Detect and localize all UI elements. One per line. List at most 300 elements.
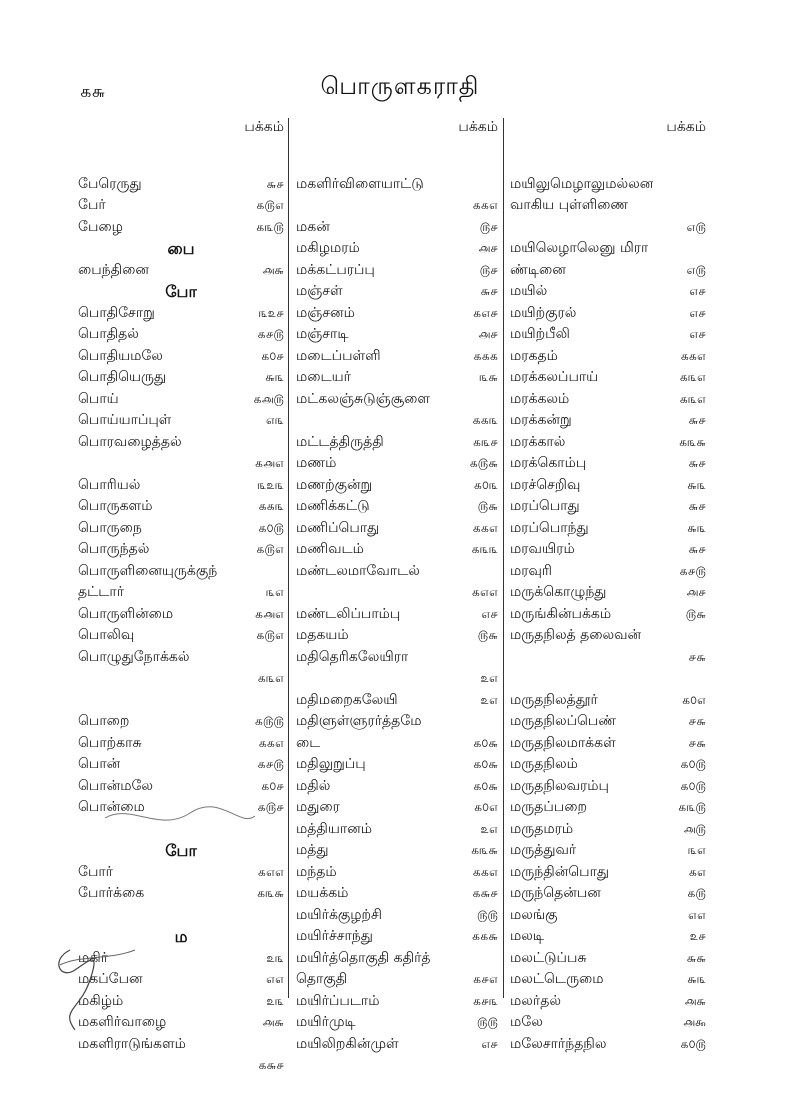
page-ref: ௩௨௩: [257, 477, 284, 492]
index-entry: [78, 604, 284, 626]
page-ref: ௪௬: [688, 735, 706, 750]
page-ref: ௩௬: [479, 370, 498, 384]
page-ref: ௧௩௭: [257, 671, 284, 685]
index-entry: [296, 217, 498, 239]
entry-word: மயிலிறகின்முள்: [296, 1035, 399, 1052]
index-entry: [296, 324, 498, 346]
page-ref: ௧௩௭: [679, 370, 706, 384]
entry-word: பொருகளம்: [78, 498, 153, 514]
page-ref: ௧௪௫: [679, 563, 706, 578]
index-entry: [78, 260, 284, 282]
entry-word: தொகுதி: [296, 971, 348, 987]
page-ref: ௫௬: [477, 499, 498, 513]
index-entry: [296, 905, 498, 927]
entry-word: பொருளினையுருக்குந்: [78, 562, 218, 579]
index-entry: [510, 195, 706, 217]
index-entry: [78, 647, 284, 669]
entry-word: மண்டலமாவோடல்: [296, 562, 420, 579]
index-entry: [510, 625, 706, 647]
entry-word: மருந்தென்பன: [510, 885, 601, 901]
page-ref: ௭௪: [689, 284, 706, 298]
entry-word: மடைப்பள்ளி: [296, 347, 381, 364]
index-entry: [296, 969, 498, 991]
entry-word: மகளிர்வாழை: [78, 1014, 167, 1030]
index-entry: [296, 260, 498, 282]
index-entry: [78, 561, 284, 583]
section-heading: ம: [174, 927, 188, 946]
entry-word: மகிழ்ம்: [78, 992, 124, 1009]
entry-word: மரச்செறிவு: [510, 476, 581, 493]
index-entry: [78, 776, 284, 798]
page-ref: ௧௬௪: [258, 1058, 284, 1072]
index-entry: [510, 776, 706, 798]
entry-word: மயில்: [510, 283, 548, 299]
entry-word: மத்தியானம்: [296, 820, 373, 837]
page-ref: ௧௩௭: [679, 391, 706, 406]
entry-word: மதிலுறுப்பு: [296, 756, 366, 772]
index-entry: [510, 281, 706, 303]
entry-word: மகிர்: [78, 949, 109, 966]
spacer: [296, 152, 498, 174]
page-ref: ௬௩: [265, 370, 284, 384]
page-ref: ௭௪: [481, 1036, 498, 1051]
entry-word: மரவுரி: [510, 562, 552, 579]
page-ref: ௨௭: [480, 671, 498, 685]
page-ref: ௨௭: [480, 692, 498, 707]
page-ref: ௬௩: [687, 972, 706, 986]
entry-word: மகளிர்விளையாட்டு: [296, 175, 424, 192]
entry-word: மயிற்குரல்: [510, 304, 577, 321]
entry-word: மந்தம்: [296, 863, 337, 880]
index-entry: [510, 582, 706, 604]
index-entry: [296, 1012, 498, 1034]
page-ref: ௧௦௪: [261, 348, 284, 363]
entry-word: மகன்: [296, 218, 330, 235]
index-entry: [296, 754, 498, 776]
page-ref: ௮௪: [478, 241, 498, 255]
entry-word: மதிதெரிகலேயிரா: [296, 648, 409, 665]
entry-word: பொருளின்மை: [78, 605, 174, 622]
index-entry: [296, 389, 498, 411]
entry-word: மரப்பொது: [510, 498, 580, 514]
index-entry: [78, 582, 284, 604]
ink-scribble: [100, 798, 260, 838]
entry-word: மரவயிரம்: [510, 541, 575, 557]
entry-word: மணிவடம்: [296, 541, 364, 557]
entry-word: மருந்தின்பொது: [510, 863, 610, 880]
index-entry: [296, 367, 498, 389]
index-entry: [296, 797, 498, 819]
entry-word: மரக்கலப்பாய்: [510, 369, 599, 385]
entry-continuation: [296, 410, 498, 432]
page-ref: ௧௧௩: [258, 499, 284, 513]
index-entry: [296, 625, 498, 647]
index-entry: [510, 905, 706, 927]
index-entry: [510, 1034, 706, 1056]
entry-word: போர்: [78, 863, 113, 880]
page-ref: ௧௫௫: [254, 714, 284, 728]
page-ref: ௧௪௫: [257, 327, 284, 341]
page-ref: ௮௫: [683, 821, 706, 836]
index-entry: [296, 303, 498, 325]
page-ref: ௮௯: [682, 1015, 706, 1029]
index-entry: [296, 926, 498, 948]
index-entry: [510, 561, 706, 583]
page-ref: ௬௪: [688, 456, 706, 470]
entry-word: பொதிசோறு: [78, 304, 155, 321]
page-ref: ௧௭: [688, 864, 706, 879]
index-entry: [296, 238, 498, 260]
entry-word: வாகிய புள்ளிணை: [510, 197, 629, 213]
page-ref: ௫௬: [477, 628, 498, 642]
page-ref: ௧௩௫: [256, 219, 284, 234]
entry-word: டை: [296, 734, 321, 751]
index-entry: [510, 819, 706, 841]
index-entry: [510, 496, 706, 518]
page-ref: ௫௫: [476, 1015, 498, 1029]
page-ref: ௮௬: [262, 1015, 284, 1029]
entry-continuation: [78, 453, 284, 475]
index-entry: [510, 690, 706, 712]
index-entry: [510, 238, 706, 260]
index-entry: [510, 260, 706, 282]
index-entry: [78, 389, 284, 411]
page-ref: ௧௦௬: [473, 735, 498, 750]
index-entry: [510, 367, 706, 389]
page-ref: ௩௨௪: [258, 305, 284, 320]
index-entry: [510, 733, 706, 755]
page-ref: ௪௬: [688, 714, 706, 728]
entry-word: பொய்யாப்புள்: [78, 412, 172, 428]
index-entry: [296, 496, 498, 518]
entry-continuation: [296, 195, 498, 217]
index-entry: [296, 690, 498, 712]
entry-continuation: [296, 582, 498, 604]
page-ref: ௧௫௬: [469, 456, 498, 470]
page-ref: ௧௧௭: [680, 348, 706, 363]
column-heading: பக்கம்: [458, 119, 498, 135]
entry-continuation: [78, 668, 284, 690]
entry-word: மலட்டெருமை: [510, 971, 604, 987]
index-entry: [510, 410, 706, 432]
entry-word: பொன்மலே: [78, 777, 154, 794]
index-entry: [296, 733, 498, 755]
page-ref: ௭௩: [265, 413, 284, 427]
page-ref: ௬௪: [688, 413, 706, 427]
page-ref: ௧௫௭: [256, 198, 284, 212]
page-ref: ௮௪: [478, 327, 498, 341]
page-ref: ௧௮௭: [254, 606, 284, 621]
index-entry: [296, 453, 498, 475]
entry-word: மலே: [510, 1014, 543, 1030]
index-entry: [510, 453, 706, 475]
index-entry: [78, 303, 284, 325]
entry-word: பேர்: [78, 197, 106, 213]
page-ref: ௧௩௬: [678, 434, 706, 449]
page-ref: ௧௪௭: [473, 972, 498, 986]
entry-word: மயிர்க்குழற்சி: [296, 906, 383, 923]
page-ref: ௭௭: [688, 907, 706, 922]
entry-word: தட்டார்: [78, 584, 125, 600]
page-ref: ௧௪௩: [472, 993, 498, 1008]
section-heading: போ: [165, 282, 197, 301]
entry-word: பொரவழைத்தல்: [78, 433, 182, 450]
page-ref: ௫௪: [479, 219, 498, 234]
page-ref: ௩௭: [265, 585, 284, 599]
page-title: பொருளகராதி: [320, 72, 480, 100]
entry-word: மருங்கின்பக்கம்: [510, 605, 612, 622]
page-ref: ௧௦௫: [680, 778, 706, 793]
entry-word: மகளிராடுங்களம்: [78, 1035, 186, 1052]
index-entry: [78, 862, 284, 884]
entry-word: மயிர்ப்படாம்: [296, 992, 380, 1009]
index-entry: [296, 711, 498, 733]
section-heading: போ: [165, 841, 197, 860]
entry-word: மதகயம்: [296, 627, 349, 643]
index-entry: [510, 604, 706, 626]
entry-word: மருத்துவர்: [510, 842, 577, 858]
index-column-2: [296, 112, 498, 1055]
index-entry: [510, 518, 706, 540]
entry-word: பொய்: [78, 390, 119, 407]
entry-word: பொன்: [78, 756, 121, 772]
entry-word: மரக்கலம்: [510, 390, 570, 407]
index-entry: [78, 883, 284, 905]
entry-word: மணிக்கட்டு: [296, 498, 370, 514]
entry-continuation: [78, 1055, 284, 1077]
index-entry: [78, 733, 284, 755]
index-entry: [296, 840, 498, 862]
page-ref: ௭௭: [266, 972, 284, 986]
entry-word: மருதநிலத் தலைவன்: [510, 627, 642, 643]
index-entry: [510, 346, 706, 368]
index-entry: [296, 174, 498, 196]
page-ref: ௭௫: [686, 262, 706, 277]
index-entry: [78, 475, 284, 497]
index-entry: [510, 883, 706, 905]
page-ref: ௬௪: [688, 499, 706, 513]
entry-word: மக்கட்பரப்பு: [296, 261, 375, 278]
index-entry: [510, 174, 706, 196]
entry-word: மண்டலிப்பாம்பு: [296, 605, 401, 622]
index-entry: [510, 840, 706, 862]
entry-word: ண்டினை: [510, 261, 566, 278]
entry-word: மயிர்த்தொகுதி கதிர்த்: [296, 949, 431, 966]
entry-word: மதுரை: [296, 799, 340, 815]
section-heading: பை: [167, 239, 195, 258]
entry-word: மலங்கு: [510, 906, 558, 923]
index-entry: [510, 948, 706, 970]
entry-word: மருதப்பறை: [510, 799, 587, 815]
entry-word: பொதியெருது: [78, 369, 167, 385]
page-ref: ௭௪: [689, 327, 706, 341]
index-entry: [296, 346, 498, 368]
column-divider: [503, 118, 504, 998]
entry-word: மட்டத்திருத்தி: [296, 433, 384, 450]
index-entry: [296, 561, 498, 583]
index-entry: [510, 432, 706, 454]
entry-word: பொதியமலே: [78, 347, 163, 364]
page-ref: ௧௦௭: [681, 692, 706, 707]
spacer: [78, 690, 284, 712]
page-number: ௧௬: [80, 82, 106, 102]
index-entry: [296, 991, 498, 1013]
index-entry: [296, 862, 498, 884]
index-entry: [510, 797, 706, 819]
entry-word: பேழை: [78, 218, 123, 235]
page-ref: ௧௫௭: [256, 628, 284, 642]
index-entry: [78, 625, 284, 647]
entry-word: மருதநிலமாக்கள்: [510, 734, 616, 751]
page-ref: ௮௬: [262, 262, 284, 277]
page-ref: ௧௬௪: [472, 886, 498, 900]
entry-word: மரப்பொந்து: [510, 519, 589, 536]
index-entry: [510, 711, 706, 733]
index-entry: [510, 991, 706, 1013]
index-entry: [296, 819, 498, 841]
index-entry: [78, 174, 284, 196]
page-ref: ௧௦௪: [261, 778, 284, 793]
page-ref: ௧௧௭: [472, 198, 498, 212]
index-entry: [78, 195, 284, 217]
page-ref: ௨௩: [266, 950, 284, 965]
entry-word: பொன்மை: [78, 799, 145, 815]
index-entry: [78, 346, 284, 368]
entry-word: போர்க்கை: [78, 885, 145, 901]
page-ref: ௬௪: [480, 284, 498, 298]
page-ref: ௬௪: [688, 542, 706, 556]
entry-word: மயிலுமெழாலுமல்லன: [510, 175, 654, 192]
index-entry: [296, 604, 498, 626]
page-ref: ௧௧௭: [472, 520, 498, 535]
entry-word: மஞ்சனம்: [296, 304, 355, 321]
entry-word: மயிற்பீலி: [510, 326, 570, 342]
page-ref: ௧௩௫: [678, 800, 706, 814]
page-ref: ௧௫: [687, 886, 706, 900]
page-ref: ௧௦௫: [258, 520, 284, 535]
page-ref: ௨௩: [266, 993, 284, 1008]
index-entry: [510, 324, 706, 346]
entry-continuation: [296, 668, 498, 690]
entry-word: பொறை: [78, 713, 130, 729]
index-entry: [296, 518, 498, 540]
entry-word: மயிர்முடி: [296, 1014, 356, 1030]
page-ref: ௧௧௧: [473, 348, 498, 363]
entry-word: மதில்: [296, 777, 331, 794]
entry-word: மஞ்சாடி: [296, 326, 349, 342]
entry-word: பேரெருது: [78, 175, 142, 192]
entry-word: மருதநிலம்: [510, 756, 578, 772]
entry-word: பொழுதுநோக்கல்: [78, 648, 190, 665]
page-ref: ௧௫௭: [256, 542, 284, 556]
page-ref: ௧௪௫: [257, 757, 284, 771]
entry-word: மருக்கொழுந்து: [510, 584, 607, 600]
page-ref: ௧௩௬: [470, 843, 498, 857]
page-ref: ௧௧௭: [258, 735, 284, 750]
page-ref: ௧௩௬: [256, 886, 284, 900]
entry-word: மயக்கம்: [296, 885, 349, 901]
entry-word: மணம்: [296, 455, 337, 471]
entry-word: மகிழமரம்: [296, 240, 360, 256]
page-ref: ௧௮௭: [254, 456, 284, 470]
entry-word: மடையர்: [296, 369, 351, 385]
index-entry: [510, 475, 706, 497]
column-heading: பக்கம்: [666, 119, 706, 135]
index-entry: [296, 539, 498, 561]
index-entry: [78, 367, 284, 389]
entry-word: பொதிதல்: [78, 326, 139, 342]
index-entry: [510, 389, 706, 411]
ink-scribble: [40, 930, 150, 1040]
page-ref: ௫௪: [479, 262, 498, 277]
page-ref: ௧௧௩: [472, 413, 498, 427]
page-ref: ௧௫௪: [257, 800, 284, 814]
entry-word: மருதநிலப்பெண்: [510, 713, 617, 729]
index-column-3: [510, 112, 706, 1055]
entry-word: மருதநிலவரம்பு: [510, 777, 609, 794]
page-ref: ௧௭௪: [473, 305, 498, 320]
index-entry: [78, 518, 284, 540]
page-ref: ௨௭: [480, 821, 498, 836]
index-entry: [510, 969, 706, 991]
index-entry: [78, 539, 284, 561]
entry-word: மலடி: [510, 928, 545, 944]
page-ref: ௭௫: [686, 219, 706, 234]
page-ref: ௧௦௬: [473, 757, 498, 771]
spacer: [510, 152, 706, 174]
page-ref: ௧௧௬: [471, 929, 498, 943]
page-ref: ௧௦௩: [473, 477, 498, 492]
page-ref: ௫௬: [685, 606, 706, 621]
index-entry: [78, 754, 284, 776]
page-ref: ௭௪: [481, 606, 498, 621]
entry-word: பைந்தினை: [78, 261, 149, 278]
page-ref: ௮௪: [686, 585, 706, 599]
entry-continuation: [510, 217, 706, 239]
entry-word: பொருநை: [78, 519, 142, 536]
index-entry: [510, 926, 706, 948]
page-ref: ௬௩: [687, 520, 706, 535]
index-entry: [78, 410, 284, 432]
page-ref: ௧௦௫: [680, 1036, 706, 1051]
entry-word: மரகதம்: [510, 347, 558, 364]
entry-word: மட்கலஞ்சுடுஞ்சூளை: [296, 390, 430, 407]
column-heading: பக்கம்: [244, 119, 284, 135]
entry-word: மலேசார்ந்தநில: [510, 1035, 607, 1052]
index-entry: [78, 324, 284, 346]
page-ref: ௫௫: [476, 907, 498, 922]
index-entry: [78, 711, 284, 733]
entry-word: மரக்கன்று: [510, 412, 572, 428]
entry-word: மத்து: [296, 842, 329, 858]
page-ref: ௬௬: [686, 950, 706, 965]
index-entry: [296, 281, 498, 303]
page-ref: ௩௭: [687, 843, 706, 857]
page-ref: ௭௪: [689, 305, 706, 320]
index-entry: [296, 432, 498, 454]
index-entry: [78, 217, 284, 239]
index-entry: [510, 862, 706, 884]
entry-word: பொரியல்: [78, 476, 141, 493]
entry-word: மதிமறைகலேயி: [296, 691, 398, 708]
entry-word: மஞ்சள்: [296, 283, 343, 299]
page-ref: ௬௩: [687, 477, 706, 492]
entry-word: பொருந்தல்: [78, 541, 150, 557]
index-entry: [296, 647, 498, 669]
index-entry: [296, 883, 498, 905]
entry-word: மயிலெழாலெனு மிரா: [510, 240, 649, 256]
entry-word: மயிர்ச்சாந்து: [296, 928, 373, 944]
